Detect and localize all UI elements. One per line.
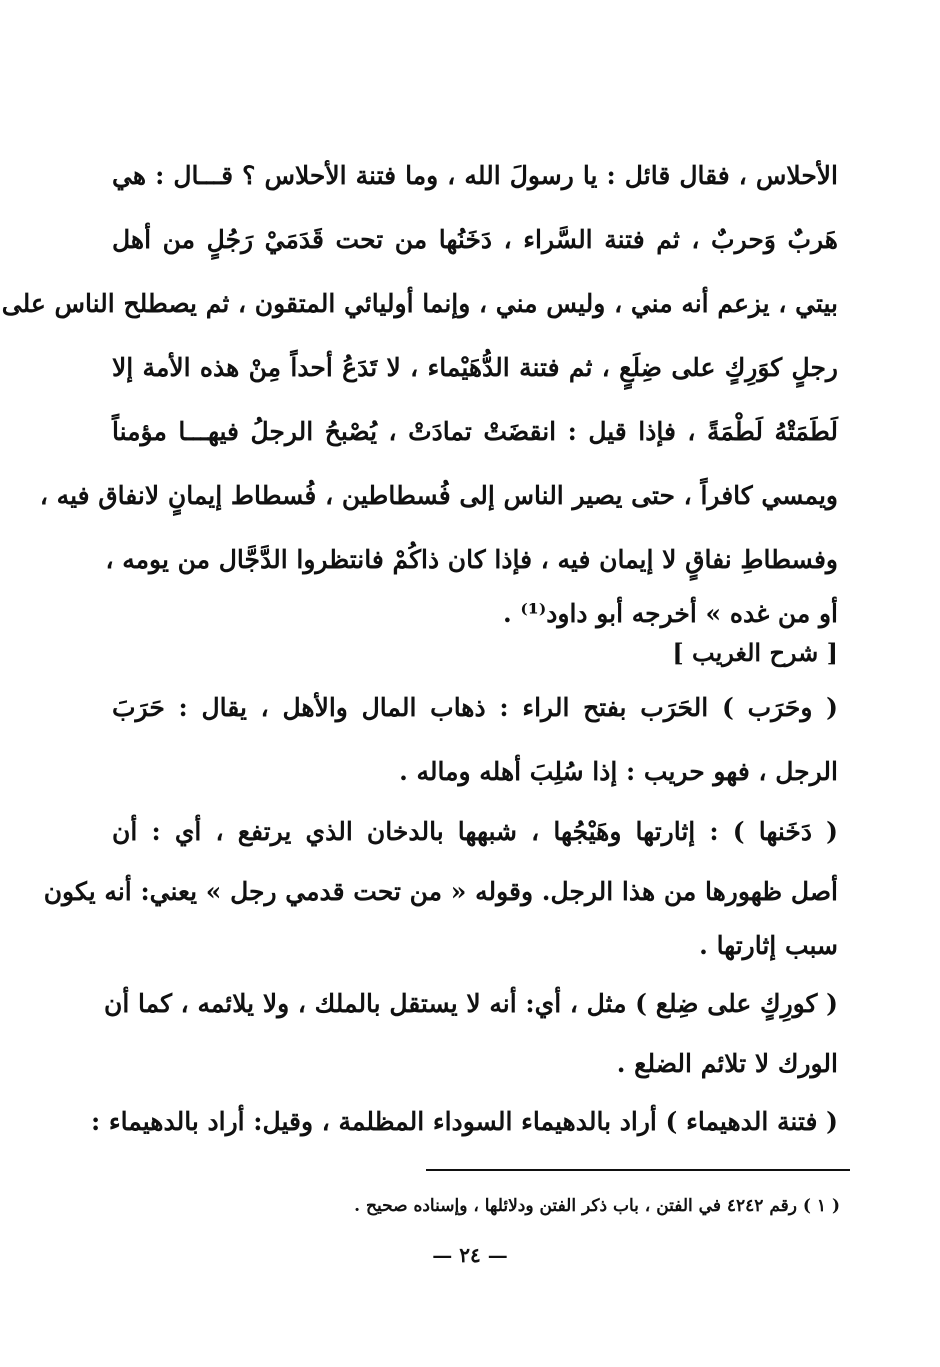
text-line-3: بيتي ، يزعم أنه مني ، وليس مني ، وإنما أوليائي المتقون ، ثم يصطلح الناس على (1, 289, 838, 318)
glossary-line-3: ( دَخَنها ) : إثارتها وهَيْجُها ، شبهها بالدخان الذي يرتفع ، أي : أن (112, 817, 838, 846)
text-line-2: هَربٌ وَحربٌ ، ثم فتنة السَّراء ، دَخَنُها من تحت قَدَمَيْ رَجُلٍ من أهل (112, 225, 838, 254)
footnote: ( ١ ) رقم ٤٢٤٢ في الفتن ، باب ذكر الفتن ودلائلها ، وإسناده صحيح . (354, 1196, 840, 1216)
text-line-6: ويمسي كافراً ، حتى يصير الناس إلى فُسطاطين ، فُسطاط إيمانٍ لانفاق فيه ، (39, 481, 838, 510)
glossary-text-block (43, 680, 838, 1150)
page-number: — ٢٤ — (432, 1243, 508, 1267)
glossary-line-4: أصل ظهورها من هذا الرجل. وقوله « من تحت قدمي رجل » يعني: أنه يكون (43, 877, 838, 906)
glossary-heading-block (112, 628, 838, 678)
text-line-1: الأحلاس ، فقال قائل : يا رسولَ الله ، وما فتنة الأحلاس ؟ قـــال : هي (112, 161, 838, 190)
glossary-line-7: الورك لا تلائم الضلع . (616, 1049, 838, 1078)
text-line-7: وفسطاطِ نفاقٍ لا إيمان فيه ، فإذا كان ذاكُمْ فانتظروا الدَّجَّال من يومه ، (105, 545, 838, 574)
glossary-heading: [ شرح الغريب ] (672, 638, 838, 667)
hadith-text-block (1, 148, 838, 628)
footnote-divider (426, 1169, 850, 1171)
glossary-line-8: ( فتنة الدهيماء ) أراد بالدهيماء السوداء المظلمة ، وقيل: أراد بالدهيماء : (90, 1107, 838, 1136)
glossary-line-5: سبب إثارتها . (699, 931, 838, 960)
glossary-line-2: الرجل ، فهو حريب : إذا سُلِبَ أهله وماله . (399, 757, 838, 786)
glossary-line-6: ( كورِكٍ على ضِلع ) مثل ، أي: أنه لا يستقل بالملك ، ولا يلائمه ، كما أن (103, 989, 838, 1018)
text-line-8: أو من غده » أخرجه أبو داود⁽¹⁾ . (503, 599, 838, 628)
text-line-4: رجلٍ كوَرِكٍ على ضِلَعٍ ، ثم فتنة الدُّهَيْماء ، لا تَدَعُ أحداً مِنْ هذه الأمة إلا (112, 353, 838, 382)
text-line-5: لَطَمَتْهُ لَطْمَةً ، فإذا قيل : انقضَتْ تمادَتْ ، يُصْبحُ الرجلُ فيهـــا مؤمناً (112, 417, 838, 446)
glossary-line-1: ( وحَرَب ) الحَرَب بفتح الراء : ذهاب المال والأهل ، يقال : حَرَبَ (112, 693, 838, 722)
